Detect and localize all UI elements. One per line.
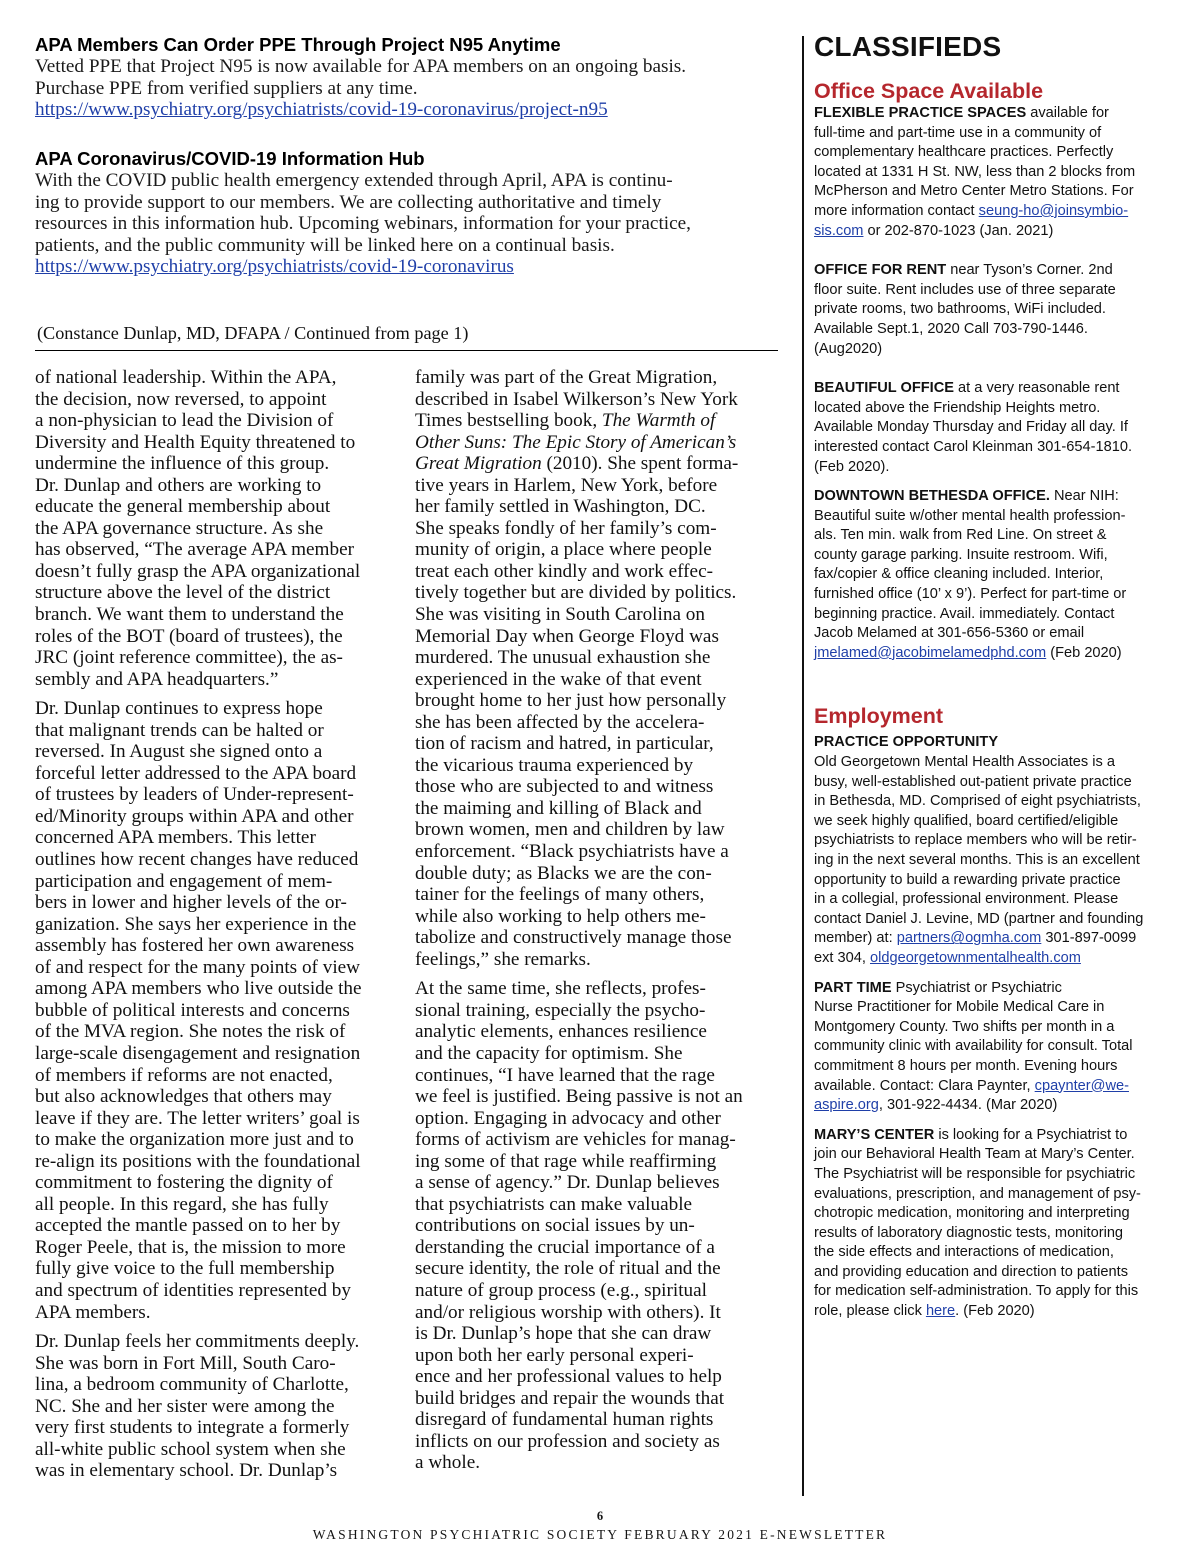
text-line: very first students to integrate a formerly [35,1417,350,1439]
text-line: ed/Minority groups within APA and other [35,805,354,827]
text-line [814,949,1179,969]
text-line: structure above the level of the district [35,582,331,604]
ad-lead: PART TIME [814,979,892,996]
text-line: chotropic medication, monitoring and interpreting [814,1205,1130,1222]
text-line: analytic elements, enhances resilience [415,1021,707,1043]
text-line: munity of origin, a place where people [415,539,712,561]
text-line: derstanding the crucial importance of a [415,1236,715,1258]
text-line: ing some of that rage while reaffirming [415,1150,717,1172]
ad-office-for-rent [814,261,1179,359]
text-run: Times bestselling book, [415,410,602,432]
text-line [415,432,770,454]
text-line [814,202,1179,222]
text-line: leave if they are. The letter writers’ goal is [35,1107,360,1129]
text-line: private rooms, two bathrooms, WiFi included. [814,301,1106,318]
text-line: bubble of political interests and concerns [35,999,350,1021]
text-run: or 202-870-1023 (Jan. 2021) [863,222,1054,239]
text-line: Dr. Dunlap continues to express hope [35,698,323,720]
ad-lead: BEAUTIFUL OFFICE [814,380,954,397]
book-title: Great Migration [415,453,542,475]
text-run: ext 304, [814,949,870,966]
text-line: we seek highly qualified, board certified/eligible [814,812,1119,829]
ad-beautiful-office [814,379,1179,477]
text-line: described in Isabel Wilkerson’s New York [415,388,738,410]
text-line: lina, a bedroom community of Charlotte, [35,1374,349,1396]
col2-paragraph-2 [415,978,770,1474]
text-line: brought home to her just how personally [415,690,727,712]
ad-lead: DOWNTOWN BETHESDA OFFICE. [814,488,1050,505]
hub-link[interactable]: https://www.psychiatry.org/psychiatrists/covid-19-coronavirus [35,256,514,278]
text-line [814,929,1179,949]
ad-lead: FLEXIBLE PRACTICE SPACES [814,105,1027,121]
page-number: 6 [596,1509,604,1523]
text-run: . (Feb 2020) [955,1303,1035,1320]
text-line: county garage parking. Insuite restroom. Wifi, [814,546,1108,563]
continued-note: (Constance Dunlap, MD, DFAPA / Continued from page 1) [37,323,469,343]
text-line: beginning practice. Avail. immediately. Contact [814,605,1115,622]
text-line: was in elementary school. Dr. Dunlap’s [35,1460,338,1482]
text-run: (2010). She spent forma- [541,453,739,475]
text-line: reversed. In August she signed onto a [35,741,323,763]
article-column-1 [35,367,400,1490]
text-line: a whole. [415,1452,481,1474]
text-line: educate the general membership about [35,496,331,518]
text-line: join our Behavioral Health Team at Mary’s Center. [814,1146,1135,1163]
text-line: all people. In this regard, she has fully [35,1193,329,1215]
text-line [415,453,770,475]
text-line: full-time and part-time use in a community of [814,124,1102,141]
text-line: family was part of the Great Migration, [415,367,718,388]
text-line [814,1096,1179,1116]
text-line: Roger Peele, that is, the mission to more [35,1236,346,1258]
ad-flexible-practice [814,104,1179,241]
text-line [814,222,1179,242]
text-line: secure identity, the role of ritual and the [415,1258,721,1280]
text-line: tively together but are divided by politics. [415,582,737,604]
text-line: Available Sept.1, 2020 Call 703-790-1446. [814,320,1088,337]
email-link[interactable]: cpaynter@we- [1034,1077,1129,1094]
text-line: disregard of fundamental human rights [415,1409,714,1431]
text-line: Jacob Melamed at 301-656-5360 or email [814,625,1085,642]
text-line: ing in the next several months. This is an excellent [814,852,1140,868]
ppe-line-1: Vetted PPE that Project N95 is now available for APA members on an ongoing basis. [35,56,687,77]
text-line: fax/copier & office cleaning included. Interior, [814,566,1104,583]
apply-here-link[interactable]: here [925,1303,956,1320]
classifieds-title: CLASSIFIEDS [814,31,1002,62]
text-line: build bridges and repair the wounds that [415,1387,725,1409]
email-link[interactable]: seung-ho@joinsymbio- [978,202,1129,219]
text-line: in Bethesda, MD. Comprised of eight psychiatrists, [814,793,1141,810]
employment-heading: Employment [814,704,944,729]
ad-marys-center [814,1126,1179,1322]
text-line: (Feb 2020). [814,458,890,475]
text-line: re-align its positions with the foundational [35,1150,361,1172]
hub-line-4: patients, and the public community will be linked here on a continual basis. [35,234,615,256]
text-line: contributions on social issues by un- [415,1215,695,1237]
text-line: the side effects and interactions of medication, [814,1244,1114,1261]
text-line: has observed, “The average APA member [35,539,354,561]
text-line: sional training, especially the psycho- [415,999,706,1021]
text-line: JRC (joint reference committee), the as- [35,647,343,669]
col1-paragraph-1 [35,367,400,690]
text-run: more information contact [814,202,979,219]
ad-part-time [814,979,1179,1116]
text-line [814,644,1179,664]
text-line: accepted the mantle passed on to her by [35,1215,341,1237]
text-line: forms of activism are vehicles for manag- [415,1129,736,1151]
text-line: results of laboratory diagnostic tests, monitoring [814,1224,1124,1241]
text-line: Dr. Dunlap and others are working to [35,474,322,496]
hub-line-3: resources in this information hub. Upcoming webinars, information for your practice, [35,213,691,235]
email-link[interactable]: partners@ogmha.com [896,930,1042,947]
text-line: Old Georgetown Mental Health Associates is a [814,754,1115,771]
text-line: while also working to help others me- [415,905,706,927]
text-line: large-scale disengagement and resignation [35,1042,361,1064]
text-line [814,487,1179,507]
text-line: upon both her early personal experi- [415,1344,694,1366]
text-line: those who are subjected to and witness [415,776,714,798]
text-line [814,1077,1179,1097]
text-line: and the capacity for optimism. She [415,1042,683,1064]
text-run: Psychiatrist or Psychiatric [891,979,1062,996]
hub-line-2: ing to provide support to our members. We are collecting authoritative and timely [35,191,662,213]
article-column-2 [415,367,770,1482]
text-line: her family settled in Washington, DC. [415,496,706,518]
text-line: complementary healthcare practices. Perfectly [814,144,1114,161]
text-line: interested contact Carol Kleinman 301-654-1810. [814,438,1133,455]
text-line: commitment to fostering the dignity of [35,1172,333,1194]
text-run: member) at: [814,930,897,947]
text-line: to make the organization more just and to [35,1129,354,1151]
classifieds-column [814,28,1179,1322]
ad-lead: MARY’S CENTER [814,1126,935,1143]
col2-paragraph-1 [415,367,770,970]
text-line: opportunity to build a rewarding private practice [814,871,1121,888]
text-line: we feel is justified. Being passive is not an [415,1086,743,1108]
text-line: furnished office (10’ x 9’). Perfect for part-time or [814,586,1127,603]
hub-title: APA Coronavirus/COVID-19 Information Hub [35,148,425,169]
text-line: outlines how recent changes have reduced [35,849,359,871]
text-line: double duty; as Blacks we are the con- [415,862,712,884]
text-line: tive years in Harlem, New York, before [415,474,718,496]
ad-lead: OFFICE FOR RENT [814,262,947,279]
text-line: Beautiful suite w/other mental health profession- [814,507,1126,524]
text-line: Memorial Day when George Floyd was [415,625,719,647]
hub-line-1: With the COVID public health emergency extended through April, APA is continu- [35,170,673,191]
text-line: ganization. She says her experience in the [35,913,357,935]
text-line: nature of group process (e.g., spiritual [415,1279,707,1301]
text-line [814,1302,1179,1322]
text-line: but also acknowledges that others may [35,1086,332,1108]
text-line: the vicarious trauma experienced by [415,754,694,776]
office-space-heading: Office Space Available [814,79,1044,103]
text-line: Dr. Dunlap feels her commitments deeply. [35,1331,360,1353]
text-line: NC. She and her sister were among the [35,1395,335,1417]
text-line: tabolize and constructively manage those [415,927,732,949]
text-line: tion of racism and hatred, in particular, [415,733,714,755]
text-run: is looking for a Psychiatrist to [934,1126,1128,1143]
website-link[interactable]: oldgeorgetownmentalhealth.com [869,949,1081,966]
ppe-title: APA Members Can Order PPE Through Project N95 Anytime [35,34,561,55]
text-line: a sense of agency.” Dr. Dunlap believes [415,1172,720,1194]
text-line: Nurse Practitioner for Mobile Medical Care in [814,999,1105,1016]
text-line: psychiatrists to replace members who will be retir- [814,832,1137,849]
text-line: treat each other kindly and work effec- [415,560,713,582]
ppe-line-2: Purchase PPE from verified suppliers at any time. [35,77,418,99]
book-title: Other Suns: The Epic Story of American’s [415,431,737,453]
text-run: 301-897-0099 [1041,930,1137,947]
text-line [814,1126,1179,1146]
text-line: Diversity and Health Equity threatened to [35,431,356,453]
text-line: of the MVA region. She notes the risk of [35,1021,346,1043]
text-line: the maiming and killing of Black and [415,797,702,819]
col1-paragraph-2 [35,698,400,1323]
text-line: that malignant trends can be halted or [35,719,324,741]
text-line: evaluations, prescription, and management of psy- [814,1185,1141,1202]
text-line: and/or religious worship with others). It [415,1301,721,1323]
ppe-link[interactable]: https://www.psychiatry.org/psychiatrists/covid-19-coronavirus/project-n95 [35,99,608,121]
email-link[interactable]: aspire.org [814,1097,879,1114]
text-line: and providing education and direction to patients [814,1263,1128,1280]
text-line: tainer for the feelings of many others, [415,884,705,906]
text-line: of and respect for the many points of view [35,956,361,978]
text-line: the APA governance structure. As she [35,517,324,539]
classifieds-divider [802,36,804,1496]
text-line: concerned APA members. This letter [35,827,316,849]
text-line: forceful letter addressed to the APA board [35,762,357,784]
text-line: inflicts on our profession and society as [415,1430,720,1452]
text-line: enforcement. “Black psychiatrists have a [415,841,729,863]
text-line: option. Engaging in advocacy and other [415,1107,721,1129]
ad-downtown-bethesda [814,487,1179,663]
text-line: of trustees by leaders of Under-represent- [35,784,354,806]
text-line: participation and engagement of mem- [35,870,333,892]
text-line: feelings,” she remarks. [415,948,591,970]
ad-practice-opportunity [814,733,1179,968]
text-line: Montgomery County. Two shifts per month in a [814,1018,1115,1035]
text-line [814,979,1179,999]
text-line: of members if reforms are not enacted, [35,1064,333,1086]
text-line: doesn’t fully grasp the APA organizational [35,560,361,582]
text-line: Available Monday Thursday and Friday all day. If [814,419,1128,436]
text-line [415,410,770,432]
text-line: a non-physician to lead the Division of [35,410,334,432]
text-line: (Aug2020) [814,340,883,357]
text-run: near Tyson’s Corner. 2nd [946,262,1113,279]
text-line: that psychiatrists can make valuable [415,1193,693,1215]
text-line: of national leadership. Within the APA, [35,367,337,388]
text-line: ence and her professional values to help [415,1366,722,1388]
text-line: and spectrum of identities represented by [35,1279,351,1301]
text-run: at a very reasonable rent [954,380,1120,397]
text-line: among APA members who live outside the [35,978,362,1000]
text-line: She was visiting in South Carolina on [415,604,705,626]
ad-lead: PRACTICE OPPORTUNITY [814,734,999,751]
text-line: floor suite. Rent includes use of three separate [814,281,1116,298]
text-line: assembly has fostered her own awareness [35,935,355,957]
email-link[interactable]: jmelamed@jacobimelamedphd.com [814,644,1047,661]
text-run: (Feb 2020) [1046,644,1122,661]
text-line: brown women, men and children by law [415,819,725,841]
text-line: The Psychiatrist will be responsible for psychiatric [814,1165,1136,1182]
text-line [814,379,1179,399]
text-run: available. Contact: Clara Paynter, [814,1077,1035,1094]
text-line: als. Ten min. walk from Red Line. On street & [814,527,1107,544]
text-line: contact Daniel J. Levine, MD (partner and founding [814,910,1144,927]
text-line: APA members. [35,1301,151,1323]
text-run: available for [1026,105,1109,121]
text-line: She was born in Fort Mill, South Caro- [35,1352,336,1374]
email-link[interactable]: sis.com [814,222,864,239]
text-line: all-white public school system when she [35,1438,346,1460]
text-line: in a collegial, professional environment. Please [814,891,1119,908]
text-line: fully give voice to the full membership [35,1258,335,1280]
text-line: busy, well-established out-patient private practice [814,773,1132,790]
text-run: , 301-922-4434. (Mar 2020) [878,1097,1058,1114]
text-line: bers in lower and higher levels of the or- [35,892,347,914]
text-line: undermine the influence of this group. [35,453,330,475]
text-line: is Dr. Dunlap’s hope that she can draw [415,1323,712,1345]
newsletter-footer: WASHINGTON PSYCHIATRIC SOCIETY FEBRUARY 2021 E-NEWSLETTER [312,1527,888,1542]
article-divider [35,350,778,351]
covid-hub-announcement [35,148,780,278]
text-line: murdered. The unusual exhaustion she [415,647,711,669]
text-line: located at 1331 H St. NW, less than 2 blocks from [814,163,1136,180]
text-line: McPherson and Metro Center Metro Stations. For [814,183,1134,200]
ppe-announcement [35,34,780,121]
text-line: continues, “I have learned that the rage [415,1064,715,1086]
text-line: community clinic with availability for consult. Total [814,1038,1133,1055]
text-line: commitment 8 hours per month. Evening hours [814,1057,1118,1074]
text-line: She speaks fondly of her family’s com- [415,517,717,539]
text-run: Near NIH: [1049,488,1119,505]
book-title: The Warmth of [601,410,716,432]
text-line: the decision, now reversed, to appoint [35,388,327,410]
text-line: located above the Friendship Heights metro. [814,399,1101,416]
text-run: role, please click [814,1303,926,1320]
col1-paragraph-3 [35,1331,400,1482]
text-line [814,261,1179,281]
text-line: sembly and APA headquarters.” [35,668,279,690]
text-line: branch. We want them to understand the [35,604,344,626]
text-line: At the same time, she reflects, profes- [415,978,706,1000]
text-line: roles of the BOT (board of trustees), the [35,625,343,647]
text-line [814,104,1179,124]
text-line: she has been affected by the accelera- [415,711,705,733]
text-line: experienced in the wake of that event [415,668,702,690]
text-line: for medication self-administration. To apply for this [814,1283,1139,1300]
